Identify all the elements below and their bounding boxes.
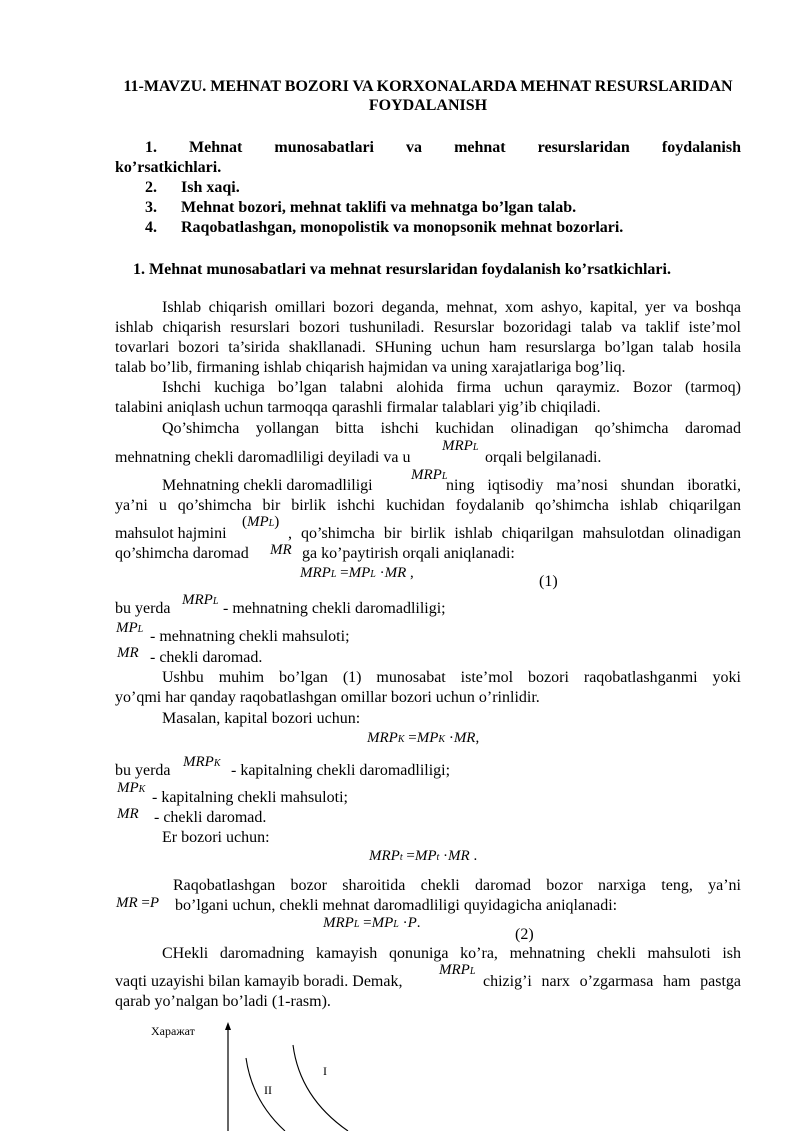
- para-3-line-2a: mehnatning chekli daromadliligi deyiladi va u: [115, 449, 411, 466]
- figure-y-axis-arrow: [225, 1022, 231, 1030]
- para-8-line-2: bo’lgani uchun, chekli mehnat daromadliligi quyidagicha aniqlanadi:: [175, 897, 618, 914]
- para-9-line-2a: vaqti uzayishi bilan kamayib boradi. Demak,: [115, 973, 403, 990]
- para-4-line-1b: ning iqtisodiy ma’nosi shundan iboratki,: [446, 477, 741, 494]
- para-1-line-1: Ishlab chiqarish omillari bozori deganda, mehnat, xom ashyo, kapital, yer va boshqa: [162, 299, 741, 316]
- def-6: - chekli daromad.: [154, 809, 267, 826]
- para-3-line-2b: orqali belgilanadi.: [485, 449, 602, 466]
- para-4-line-3a: mahsulot hajmini: [115, 525, 227, 542]
- para-9-line-3: qarab yo’nalgan bo’ladi (1-rasm).: [115, 993, 331, 1010]
- def-3: - chekli daromad.: [150, 649, 263, 666]
- para-2-line-1: Ishchi kuchiga bo’lgan talabni alohida firma uchun qaraymiz. Bozor (tarmoq): [162, 379, 741, 396]
- para-1-line-4: talab bo’lib, firmaning ishlab chiqarish hajmidan va uning xarajatlariga bog’liq.: [115, 359, 626, 376]
- formula-mpl-inline: (MPL): [242, 514, 280, 530]
- formula-mr-eq-p: MR =P: [116, 895, 160, 911]
- para-9-line-2b: chizig’i narx o’zgarmasa ham pastga: [483, 973, 741, 990]
- def-1b: - mehnatning chekli daromadliligi;: [223, 600, 446, 617]
- equation-1: MRPL =MPL ·MR ,: [300, 565, 414, 581]
- figure-1: [0, 1010, 800, 1131]
- para-4-line-1a: Mehnatning chekli daromadliligi: [162, 477, 373, 494]
- formula-mrpl-def: MRPL: [182, 592, 219, 608]
- plan-item-2-num: 2.: [145, 179, 157, 196]
- equation-2: MRPL =MPL ·P.: [323, 915, 421, 931]
- para-2-line-2: talabini aniqlash uchun tarmoqqa qarashli firmalar talablari yig’ib chiqiladi.: [115, 399, 601, 416]
- para-6: Masalan, kapital bozori uchun:: [162, 710, 361, 727]
- para-7: Er bozori uchun:: [162, 829, 270, 846]
- para-4-line-4b: ga ko’paytirish orqali aniqlanadi:: [302, 545, 515, 562]
- equation-capital: MRPK =MPK ·MR,: [367, 730, 480, 746]
- para-5-line-2: yo’qmi har qanday raqobatlashgan omillar bozori uchun o’rinlidir.: [115, 689, 540, 706]
- plan-item-2: Ish xaqi.: [181, 179, 240, 196]
- formula-mrpk-def: MRPK: [183, 754, 221, 770]
- formula-mr-def-1: MR: [117, 645, 139, 661]
- equation-1-number: (1): [539, 573, 558, 590]
- plan-item-3: Mehnat bozori, mehnat taklifi va mehnatga bo’lgan talab.: [181, 199, 577, 216]
- page-title: 11-MAVZU. MEHNAT BOZORI VA KORXONALARDA MEHNAT RESURSLARIDAN FOYDALANISH: [123, 78, 733, 114]
- formula-mrpl-inline-2: MRPL: [411, 467, 448, 483]
- section-heading: 1. Mehnat munosabatlari va mehnat resurslaridan foydalanish ko’rsatkichlari.: [133, 261, 671, 278]
- para-1-line-2: ishlab chiqarish resurslari bozori tushuniladi. Resurslar bozoridagi talab va taklif iste’mol: [115, 319, 741, 336]
- def-2: - mehnatning chekli mahsuloti;: [150, 628, 350, 645]
- plan-item-4-num: 4.: [145, 219, 157, 236]
- def-1a: bu yerda: [115, 600, 171, 617]
- para-4-line-2: ya’ni u qo’shimcha bir birlik ishchi kuchidan foydalanib qo’shimcha ishlab chiqarilgan: [115, 497, 741, 514]
- figure-curve-I: [293, 1045, 348, 1131]
- figure-curve-I-label: I: [323, 1064, 327, 1078]
- equation-land: MRPt =MPt ·MR .: [369, 848, 478, 864]
- def-5: - kapitalning chekli mahsuloti;: [152, 789, 348, 806]
- figure-ylabel: Харажат: [151, 1024, 195, 1038]
- figure-curve-II-label: II: [264, 1083, 272, 1097]
- equation-2-number: (2): [515, 926, 534, 943]
- def-4a: bu yerda: [115, 762, 171, 779]
- para-4-line-3b: , qo’shimcha bir birlik ishlab chiqarilgan mahsulotdan olinadigan: [288, 525, 741, 542]
- formula-mpk-def: MPK: [117, 780, 146, 796]
- formula-mrpl-inline-1: MRPL: [442, 438, 479, 454]
- formula-mpl-def: MPL: [116, 620, 144, 636]
- plan-item-1-cont: ko’rsatkichlari.: [115, 159, 222, 176]
- plan-item-4: Raqobatlashgan, monopolistik va monopsonik mehnat bozorlari.: [181, 219, 624, 236]
- para-4-line-4a: qo’shimcha daromad: [115, 545, 249, 562]
- para-8-line-1: Raqobatlashgan bozor sharoitida chekli daromad bozor narxiga teng, ya’ni: [173, 877, 741, 894]
- formula-mr-inline-1: MR: [270, 542, 292, 558]
- plan-item-3-num: 3.: [145, 199, 157, 216]
- para-5-line-1: Ushbu muhim bo’lgan (1) munosabat iste’mol bozori raqobatlashganmi yoki: [162, 669, 741, 686]
- para-9-line-1: CHekli daromadning kamayish qonuniga ko’ra, mehnatning chekli mahsuloti ish: [162, 945, 741, 962]
- formula-mrpl-inline-3: MRPL: [439, 962, 476, 978]
- formula-mr-def-2: MR: [117, 806, 139, 822]
- def-4b: - kapitalning chekli daromadliligi;: [231, 762, 451, 779]
- plan-item-1: 1. Mehnat munosabatlari va mehnat resurslaridan foydalanish: [145, 139, 742, 156]
- para-3-line-1: Qo’shimcha yollangan bitta ishchi kuchidan olinadigan qo’shimcha daromad: [162, 420, 741, 437]
- para-1-line-3: tovarlari bozori ta’sirida shakllanadi. SHuning uchun ham resurslarga bo’lgan talab hosila: [115, 339, 741, 356]
